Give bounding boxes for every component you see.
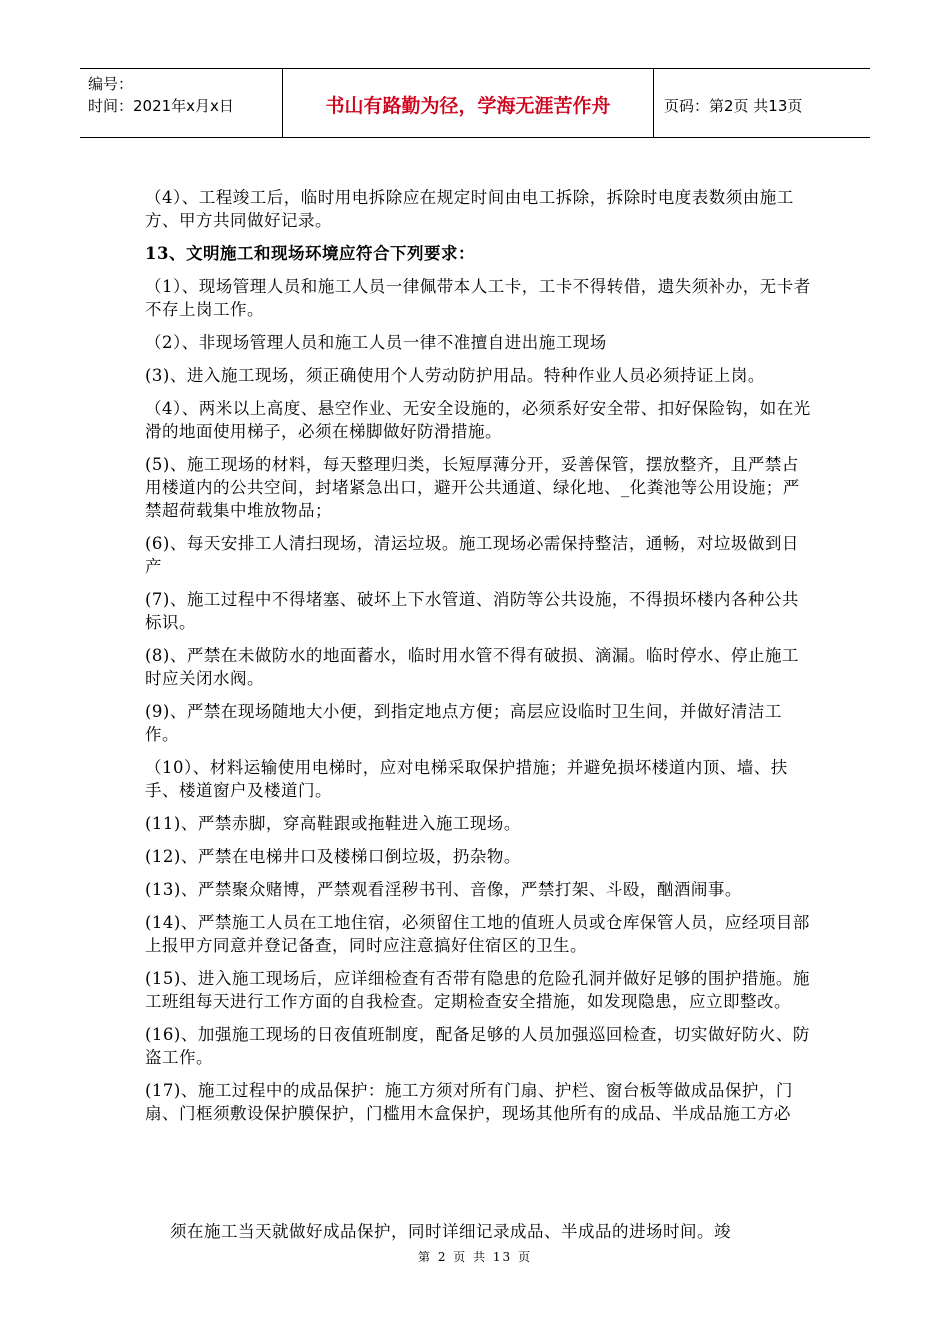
header-left-cell [80,69,283,137]
body-paragraph: (14)、严禁施工人员在工地住宿，必须留住工地的值班人员或仓库保管人员，应经项目部上报甲方同意并登记备查，同时应注意搞好住宿区的卫生。 [145,913,810,955]
body-paragraph: (11)、严禁赤脚，穿高鞋跟或拖鞋进入施工现场。 [145,814,521,833]
header-right-cell [654,69,870,137]
continuation-line: 须在施工当天就做好成品保护，同时详细记录成品、半成品的进场时间。竣 [170,1222,731,1241]
page-footer: 第 2 页 共 13 页 [418,1250,532,1264]
body-paragraph: （1）、现场管理人员和施工人员一律佩带本人工卡，工卡不得转借，遗失须补办，无卡者不存上岗工作。 [145,277,811,319]
document-body [145,186,815,1135]
body-paragraph: （10）、材料运输使用电梯时，应对电梯采取保护措施；并避免损坏楼道内顶、墙、扶手、楼道窗户及楼道门。 [145,758,788,800]
body-paragraph: (5)、施工现场的材料，每天整理归类，长短厚薄分开，妥善保管，摆放整齐，且严禁占用楼道内的公共空间，封堵紧急出口，避开公共通道、绿化地、_化粪池等公用设施；严禁超荷载集中堆放物品； [145,455,800,520]
body-paragraph: （4）、工程竣工后，临时用电拆除应在规定时间由电工拆除，拆除时电度表数须由施工方、甲方共同做好记录。 [145,188,794,230]
header-table [80,68,870,138]
header-motto: 书山有路勤为径，学海无涯苦作舟 [325,95,611,117]
body-paragraph: (7)、施工过程中不得堵塞、破坏上下水管道、消防等公共设施，不得损坏楼内各种公共标识。 [145,590,799,632]
body-paragraph: (16)、加强施工现场的日夜值班制度，配备足够的人员加强巡回检查，切实做好防火、防盗工作。 [145,1025,810,1067]
document-number-label: 编号： [88,75,134,93]
body-paragraph: (13)、严禁聚众赌博，严禁观看淫秽书刊、音像，严禁打架、斗殴，酗酒闹事。 [145,880,742,899]
body-paragraph: (12)、严禁在电梯井口及楼梯口倒垃圾，扔杂物。 [145,847,521,866]
header-page-label: 页码：第2页 共13页 [664,97,803,115]
body-paragraph: (9)、严禁在现场随地大小便，到指定地点方便；高层应设临时卫生间，并做好清洁工作。 [145,702,782,744]
section-heading: 13、文明施工和现场环境应符合下列要求： [145,244,475,263]
body-paragraph: (8)、严禁在未做防水的地面蓄水，临时用水管不得有破损、滴漏。临时停水、停止施工时应关闭水阀。 [145,646,799,688]
body-paragraph: （2）、非现场管理人员和施工人员一律不准擅自进出施工现场 [145,333,607,352]
document-time-label: 时间：2021年x月x日 [88,97,234,115]
header-center-cell [283,69,654,137]
body-paragraph: (15)、进入施工现场后，应详细检查有否带有隐患的危险孔洞并做好足够的围护措施。施工班组每天进行工作方面的自我检查。定期检查安全措施，如发现隐患，应立即整改。 [145,969,810,1011]
body-paragraph: (17)、施工过程中的成品保护：施工方须对所有门扇、护栏、窗台板等做成品保护，门扇、门框须敷设保护膜保护，门槛用木盒保护，现场其他所有的成品、半成品施工方必 [145,1081,793,1123]
body-paragraph: (6)、每天安排工人清扫现场，清运垃圾。施工现场必需保持整洁，通畅，对垃圾做到日产 [145,534,799,576]
body-paragraph: (3)、进入施工现场，须正确使用个人劳动防护用品。特种作业人员必须持证上岗。 [145,366,765,385]
body-paragraph: （4）、两米以上高度、悬空作业、无安全设施的，必须系好安全带、扣好保险钩，如在光滑的地面使用梯子，必须在梯脚做好防滑措施。 [145,399,811,441]
